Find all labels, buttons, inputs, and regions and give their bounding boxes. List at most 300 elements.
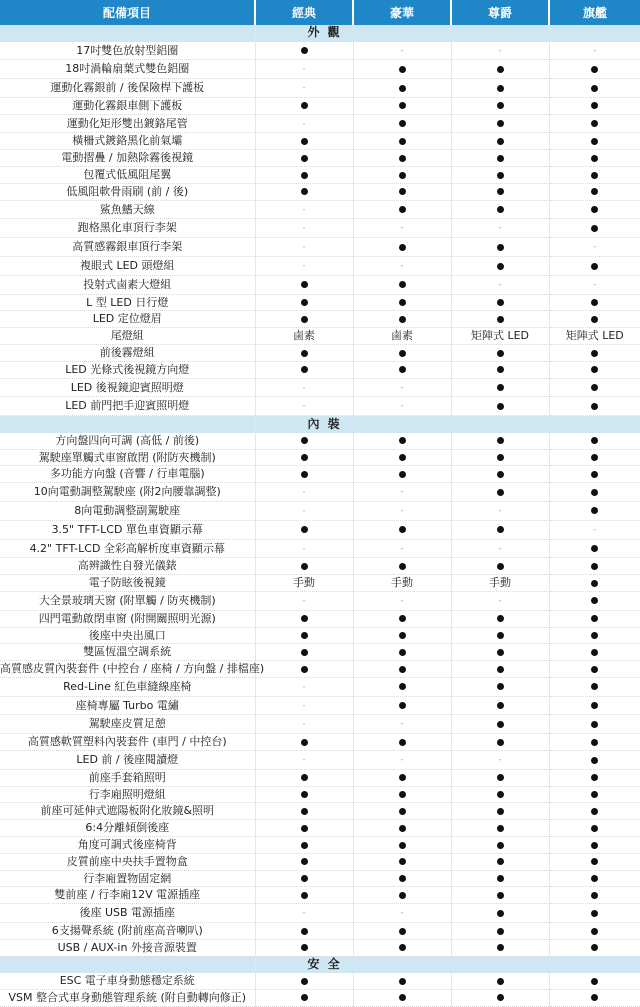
included-dot-icon [399, 350, 406, 357]
included-dot-icon [497, 66, 504, 73]
included-dot-icon [301, 739, 308, 746]
included-dot-icon [301, 928, 308, 935]
trim-cell [353, 133, 451, 150]
included-dot-icon [497, 188, 504, 195]
trim-cell [255, 328, 353, 345]
table-row [0, 79, 640, 98]
included-dot-icon [497, 875, 504, 882]
feature-label: 尾燈組 [0, 328, 255, 345]
trim-cell [353, 696, 451, 715]
table-row [0, 661, 640, 678]
included-dot-icon [591, 791, 598, 798]
not-available-dash: - [302, 755, 306, 766]
included-dot-icon [399, 471, 406, 478]
included-dot-icon [591, 188, 598, 195]
trim-cell [549, 378, 640, 397]
included-dot-icon [399, 858, 406, 865]
trim-cell [549, 575, 640, 592]
trim-cell [353, 786, 451, 803]
included-dot-icon [301, 632, 308, 639]
not-available-dash: - [302, 908, 306, 919]
included-dot-icon [591, 649, 598, 656]
trim-cell [549, 219, 640, 238]
table-row [0, 887, 640, 904]
included-dot-icon [399, 615, 406, 622]
feature-label: 四門電動啟閉車窗 (附開關照明光源) [0, 610, 255, 627]
trim-cell [451, 887, 549, 904]
table-row [0, 837, 640, 854]
trim-cell [451, 677, 549, 696]
included-dot-icon [301, 858, 308, 865]
included-dot-icon [591, 842, 598, 849]
included-dot-icon [399, 791, 406, 798]
included-dot-icon [301, 138, 308, 145]
table-row [0, 397, 640, 416]
trim-cell [451, 575, 549, 592]
trim-cell [255, 837, 353, 854]
trim-cell [255, 939, 353, 956]
trim-cell [549, 433, 640, 449]
table-row [0, 539, 640, 558]
trim-cell [549, 853, 640, 870]
table-row [0, 219, 640, 238]
trim-cell [353, 661, 451, 678]
trim-cell [255, 275, 353, 294]
included-dot-icon [591, 683, 598, 690]
table-row [0, 627, 640, 644]
trim-cell [549, 311, 640, 328]
included-dot-icon [497, 739, 504, 746]
included-dot-icon [399, 649, 406, 656]
included-dot-icon [301, 842, 308, 849]
included-dot-icon [399, 281, 406, 288]
trim-cell [451, 820, 549, 837]
table-row [0, 60, 640, 79]
included-dot-icon [399, 366, 406, 373]
section-header-row [0, 416, 640, 433]
included-dot-icon [301, 350, 308, 357]
trim-cell [451, 275, 549, 294]
included-dot-icon [399, 944, 406, 951]
included-dot-icon [497, 842, 504, 849]
trim-cell [353, 715, 451, 734]
not-available-dash: - [498, 543, 502, 554]
feature-label: 17吋雙色放射型鋁圈 [0, 42, 255, 60]
trim-cell [255, 361, 353, 378]
trim-cell [451, 79, 549, 98]
included-dot-icon [399, 632, 406, 639]
trim-cell [451, 939, 549, 956]
trim-cell [451, 591, 549, 610]
included-dot-icon [591, 994, 598, 1001]
table-row [0, 677, 640, 696]
table-row [0, 183, 640, 200]
not-available-dash: - [302, 543, 306, 554]
included-dot-icon [497, 403, 504, 410]
included-dot-icon [399, 138, 406, 145]
included-dot-icon [399, 316, 406, 323]
not-available-dash: - [302, 487, 306, 498]
table-row [0, 870, 640, 887]
feature-label: 10向電動調整駕駛座 (附2向腰靠調整) [0, 483, 255, 502]
included-dot-icon [497, 666, 504, 673]
included-dot-icon [399, 437, 406, 444]
not-available-dash: - [302, 64, 306, 75]
feature-label: 複眼式 LED 頭燈組 [0, 257, 255, 276]
feature-label: 低風阻軟骨雨刷 (前 / 後) [0, 183, 255, 200]
trim-cell [451, 133, 549, 150]
table-row [0, 575, 640, 592]
trim-cell [353, 449, 451, 466]
included-dot-icon [497, 858, 504, 865]
trim-cell [255, 610, 353, 627]
trim-cell [549, 449, 640, 466]
not-available-dash: - [302, 204, 306, 215]
trim-cell [255, 696, 353, 715]
trim-cell [549, 97, 640, 114]
trim-cell [549, 361, 640, 378]
trim-cell [255, 167, 353, 184]
trim-cell [255, 677, 353, 696]
table-row [0, 769, 640, 786]
trim-cell [353, 591, 451, 610]
trim-cell [451, 751, 549, 770]
trim-cell [353, 345, 451, 362]
included-dot-icon [591, 403, 598, 410]
not-available-dash: - [302, 382, 306, 393]
feature-label: 高辨識性自發光儀錶 [0, 558, 255, 575]
trim-cell [353, 989, 451, 1006]
table-row [0, 257, 640, 276]
trim-cell [451, 803, 549, 820]
table-row [0, 644, 640, 661]
trim-cell [353, 575, 451, 592]
section-header-row [0, 25, 640, 42]
trim-cell [549, 610, 640, 627]
included-dot-icon [301, 47, 308, 54]
trim-cell [451, 923, 549, 940]
included-dot-icon [301, 615, 308, 622]
trim-cell [255, 591, 353, 610]
included-dot-icon [591, 316, 598, 323]
feature-label: 運動化霧銀前 / 後保險桿下護板 [0, 79, 255, 98]
section-blank-cell [0, 956, 255, 973]
feature-label: Red-Line 紅色車縫線座椅 [0, 677, 255, 696]
trim-cell [353, 627, 451, 644]
trim-cell [255, 751, 353, 770]
trim-cell [549, 520, 640, 539]
not-available-dash: - [400, 223, 404, 234]
included-dot-icon [399, 563, 406, 570]
trim-cell [353, 610, 451, 627]
trim-cell [549, 769, 640, 786]
included-dot-icon [497, 437, 504, 444]
included-dot-icon [591, 944, 598, 951]
not-available-dash: - [302, 118, 306, 129]
included-dot-icon [497, 120, 504, 127]
not-available-dash: - [302, 681, 306, 692]
feature-label: LED 後視鏡迎賓照明燈 [0, 378, 255, 397]
included-dot-icon [591, 454, 598, 461]
trim-cell [549, 483, 640, 502]
trim-cell [255, 786, 353, 803]
included-dot-icon [399, 85, 406, 92]
included-dot-icon [399, 808, 406, 815]
feature-label: 皮質前座中央扶手置物盒 [0, 853, 255, 870]
feature-label: 運動化霧銀車側下護板 [0, 97, 255, 114]
table-row [0, 786, 640, 803]
trim-cell [353, 79, 451, 98]
included-dot-icon [399, 702, 406, 709]
table-row [0, 558, 640, 575]
included-dot-icon [497, 978, 504, 985]
feature-label: 4.2" TFT-LCD 全彩高解析度車資顯示幕 [0, 539, 255, 558]
trim-cell [549, 820, 640, 837]
table-row [0, 501, 640, 520]
trim-cell [549, 751, 640, 770]
included-dot-icon [591, 471, 598, 478]
included-dot-icon [301, 892, 308, 899]
included-dot-icon [399, 188, 406, 195]
trim-cell [451, 60, 549, 79]
feature-label: VSM 整合式車身動態管理系統 (附自動轉向修正) [0, 989, 255, 1006]
trim-cell [451, 501, 549, 520]
trim-cell [549, 627, 640, 644]
trim-cell [549, 328, 640, 345]
included-dot-icon [497, 263, 504, 270]
included-dot-icon [497, 155, 504, 162]
table-row [0, 939, 640, 956]
table-row [0, 167, 640, 184]
included-dot-icon [591, 138, 598, 145]
trim-cell [255, 397, 353, 416]
trim-cell [549, 238, 640, 257]
trim-cell [255, 575, 353, 592]
trim-cell [549, 644, 640, 661]
trim-cell [451, 904, 549, 923]
option-text: 手動 [489, 576, 511, 590]
trim-cell [353, 378, 451, 397]
trim-cell [451, 433, 549, 449]
trim-cell [255, 989, 353, 1006]
included-dot-icon [399, 206, 406, 213]
feature-label: 投射式鹵素大燈組 [0, 275, 255, 294]
included-dot-icon [399, 994, 406, 1001]
included-dot-icon [497, 808, 504, 815]
option-text: 矩陣式 LED [470, 329, 530, 343]
trim-cell [549, 167, 640, 184]
trim-cell [549, 887, 640, 904]
included-dot-icon [497, 244, 504, 251]
trim-cell [255, 715, 353, 734]
trim-cell [549, 200, 640, 219]
trim-cell [255, 558, 353, 575]
trim-cell [549, 42, 640, 60]
trim-cell [255, 734, 353, 751]
section-title: 內 裝 [255, 416, 640, 433]
included-dot-icon [591, 774, 598, 781]
trim-cell [549, 275, 640, 294]
included-dot-icon [399, 875, 406, 882]
included-dot-icon [591, 206, 598, 213]
included-dot-icon [591, 102, 598, 109]
section-title: 外 觀 [255, 25, 640, 42]
trim-cell [451, 466, 549, 483]
not-available-dash: - [302, 505, 306, 516]
included-dot-icon [301, 188, 308, 195]
trim-cell [255, 183, 353, 200]
trim-cell [353, 769, 451, 786]
section-header-row [0, 956, 640, 973]
table-row [0, 449, 640, 466]
included-dot-icon [497, 471, 504, 478]
included-dot-icon [497, 649, 504, 656]
included-dot-icon [591, 875, 598, 882]
feature-label: ESC 電子車身動態穩定系統 [0, 973, 255, 989]
trim-cell [451, 378, 549, 397]
included-dot-icon [301, 281, 308, 288]
trim-cell [353, 520, 451, 539]
feature-label: 8向電動調整副駕駛座 [0, 501, 255, 520]
trim-cell [353, 483, 451, 502]
not-available-dash: - [302, 700, 306, 711]
included-dot-icon [591, 978, 598, 985]
included-dot-icon [591, 120, 598, 127]
included-dot-icon [399, 978, 406, 985]
trim-cell [451, 715, 549, 734]
trim-cell [549, 837, 640, 854]
included-dot-icon [301, 316, 308, 323]
not-available-dash: - [593, 279, 597, 290]
included-dot-icon [399, 774, 406, 781]
included-dot-icon [591, 366, 598, 373]
not-available-dash: - [400, 595, 404, 606]
included-dot-icon [591, 721, 598, 728]
included-dot-icon [497, 702, 504, 709]
not-available-dash: - [302, 719, 306, 730]
trim-cell [451, 870, 549, 887]
included-dot-icon [497, 791, 504, 798]
included-dot-icon [301, 366, 308, 373]
feature-label: 電動摺疊 / 加熱除霧後視鏡 [0, 150, 255, 167]
not-available-dash: - [400, 487, 404, 498]
included-dot-icon [497, 910, 504, 917]
included-dot-icon [399, 928, 406, 935]
trim-cell [255, 520, 353, 539]
trim-cell [255, 769, 353, 786]
trim-cell [353, 60, 451, 79]
included-dot-icon [301, 978, 308, 985]
table-row [0, 133, 640, 150]
included-dot-icon [591, 739, 598, 746]
trim-cell [255, 539, 353, 558]
included-dot-icon [591, 563, 598, 570]
trim-cell [451, 786, 549, 803]
trim-cell [353, 820, 451, 837]
table-row [0, 751, 640, 770]
included-dot-icon [497, 172, 504, 179]
feature-label: 方向盤四向可調 (高低 / 前後) [0, 433, 255, 449]
trim-cell [353, 677, 451, 696]
trim-cell [353, 973, 451, 989]
included-dot-icon [301, 526, 308, 533]
not-available-dash: - [498, 505, 502, 516]
trim-cell [549, 696, 640, 715]
included-dot-icon [591, 489, 598, 496]
trim-cell [549, 397, 640, 416]
trim-cell [255, 133, 353, 150]
feature-label: 18吋渦輪扇葉式雙色鋁圈 [0, 60, 255, 79]
included-dot-icon [591, 350, 598, 357]
trim-cell [353, 97, 451, 114]
trim-cell [353, 294, 451, 311]
included-dot-icon [497, 721, 504, 728]
feature-label: 後座 USB 電源插座 [0, 904, 255, 923]
trim-cell [549, 150, 640, 167]
trim-cell [451, 973, 549, 989]
included-dot-icon [591, 666, 598, 673]
trim-cell [549, 923, 640, 940]
trim-cell [451, 200, 549, 219]
included-dot-icon [399, 299, 406, 306]
not-available-dash: - [498, 755, 502, 766]
trim-cell [549, 803, 640, 820]
included-dot-icon [301, 471, 308, 478]
trim-cell [549, 133, 640, 150]
feature-label: 高質感霧銀車頂行李架 [0, 238, 255, 257]
included-dot-icon [591, 172, 598, 179]
included-dot-icon [497, 944, 504, 951]
trim-cell [549, 734, 640, 751]
trim-cell [353, 219, 451, 238]
trim-cell [255, 257, 353, 276]
trim-cell [451, 483, 549, 502]
included-dot-icon [591, 858, 598, 865]
table-row [0, 483, 640, 502]
included-dot-icon [591, 597, 598, 604]
trim-cell [255, 449, 353, 466]
not-available-dash: - [400, 261, 404, 272]
table-row [0, 820, 640, 837]
included-dot-icon [301, 791, 308, 798]
trim-cell [255, 114, 353, 133]
feature-label: 前後霧燈組 [0, 345, 255, 362]
trim-cell [353, 501, 451, 520]
feature-label: 駕駛座皮質足憩 [0, 715, 255, 734]
trim-cell [255, 433, 353, 449]
included-dot-icon [497, 102, 504, 109]
trim-cell [549, 989, 640, 1006]
trim-cell [353, 167, 451, 184]
feature-label: LED 前門把手迎賓照明燈 [0, 397, 255, 416]
trim-cell [353, 939, 451, 956]
table-row [0, 591, 640, 610]
trim-cell [255, 973, 353, 989]
included-dot-icon [591, 757, 598, 764]
table-row [0, 904, 640, 923]
trim-cell [353, 183, 451, 200]
table-row [0, 923, 640, 940]
included-dot-icon [591, 892, 598, 899]
trim-cell [353, 751, 451, 770]
trim-cell [549, 294, 640, 311]
table-row [0, 345, 640, 362]
trim-cell [451, 257, 549, 276]
option-text: 手動 [391, 576, 413, 590]
trim-cell [451, 989, 549, 1006]
not-available-dash: - [302, 595, 306, 606]
not-available-dash: - [302, 401, 306, 412]
